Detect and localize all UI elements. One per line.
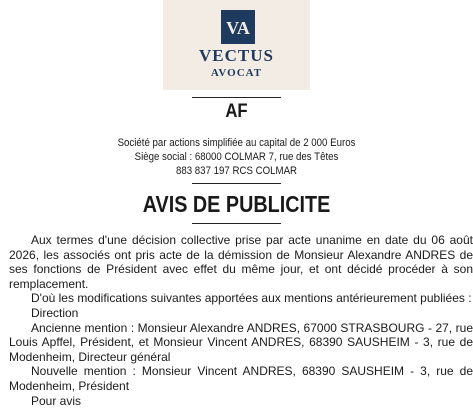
vectus-avocat-logo bbox=[163, 0, 310, 90]
top-divider bbox=[192, 97, 281, 98]
notice-title: AVIS DE PUBLICITE bbox=[142, 191, 331, 217]
section-heading-direction: Direction bbox=[31, 305, 79, 320]
company-registration: 883 837 197 RCS COLMAR bbox=[175, 165, 298, 177]
va-monogram-icon bbox=[221, 10, 255, 44]
modifications-intro: D'où les modifications suivantes apportées aux mentions antérieurement publiées : bbox=[31, 291, 472, 306]
logo-monogram-text: VA bbox=[226, 18, 250, 38]
notice-body bbox=[9, 233, 473, 408]
title-divider bbox=[192, 223, 281, 224]
company-legal-form: Société par actions simplifiée au capital de 2 000 Euros bbox=[117, 137, 356, 149]
company-name: AF bbox=[225, 101, 248, 122]
new-mention: Nouvelle mention : Monsieur Vincent ANDRES, 68390 SAUSHEIM - 3, rue de Modenheim, Président bbox=[9, 364, 473, 393]
middle-divider bbox=[192, 183, 281, 184]
logo-name: VECTUS bbox=[199, 46, 274, 65]
company-address: Siège social : 68000 COLMAR 7, rue des Têtes bbox=[134, 151, 339, 163]
closing-signature: Pour avis bbox=[31, 393, 82, 408]
logo-subtitle: AVOCAT bbox=[210, 67, 263, 79]
decision-paragraph: Aux termes d'une décision collective prise par acte unanime en date du 06 août 2026, les associés ont pris acte de la démission de Monsieur Alexandre ANDRES de ses fonctions de Président avec effet du même jour, et ont décidé procéder à son remplacement. bbox=[9, 233, 473, 291]
former-mention: Ancienne mention : Monsieur Alexandre ANDRES, 67000 STRASBOURG - 27, rue Louis Apffel, Président, et Monsieur Vincent ANDRES, 68390 SAUSHEIM - 3, rue de Modenheim, Directeur général bbox=[9, 320, 473, 364]
